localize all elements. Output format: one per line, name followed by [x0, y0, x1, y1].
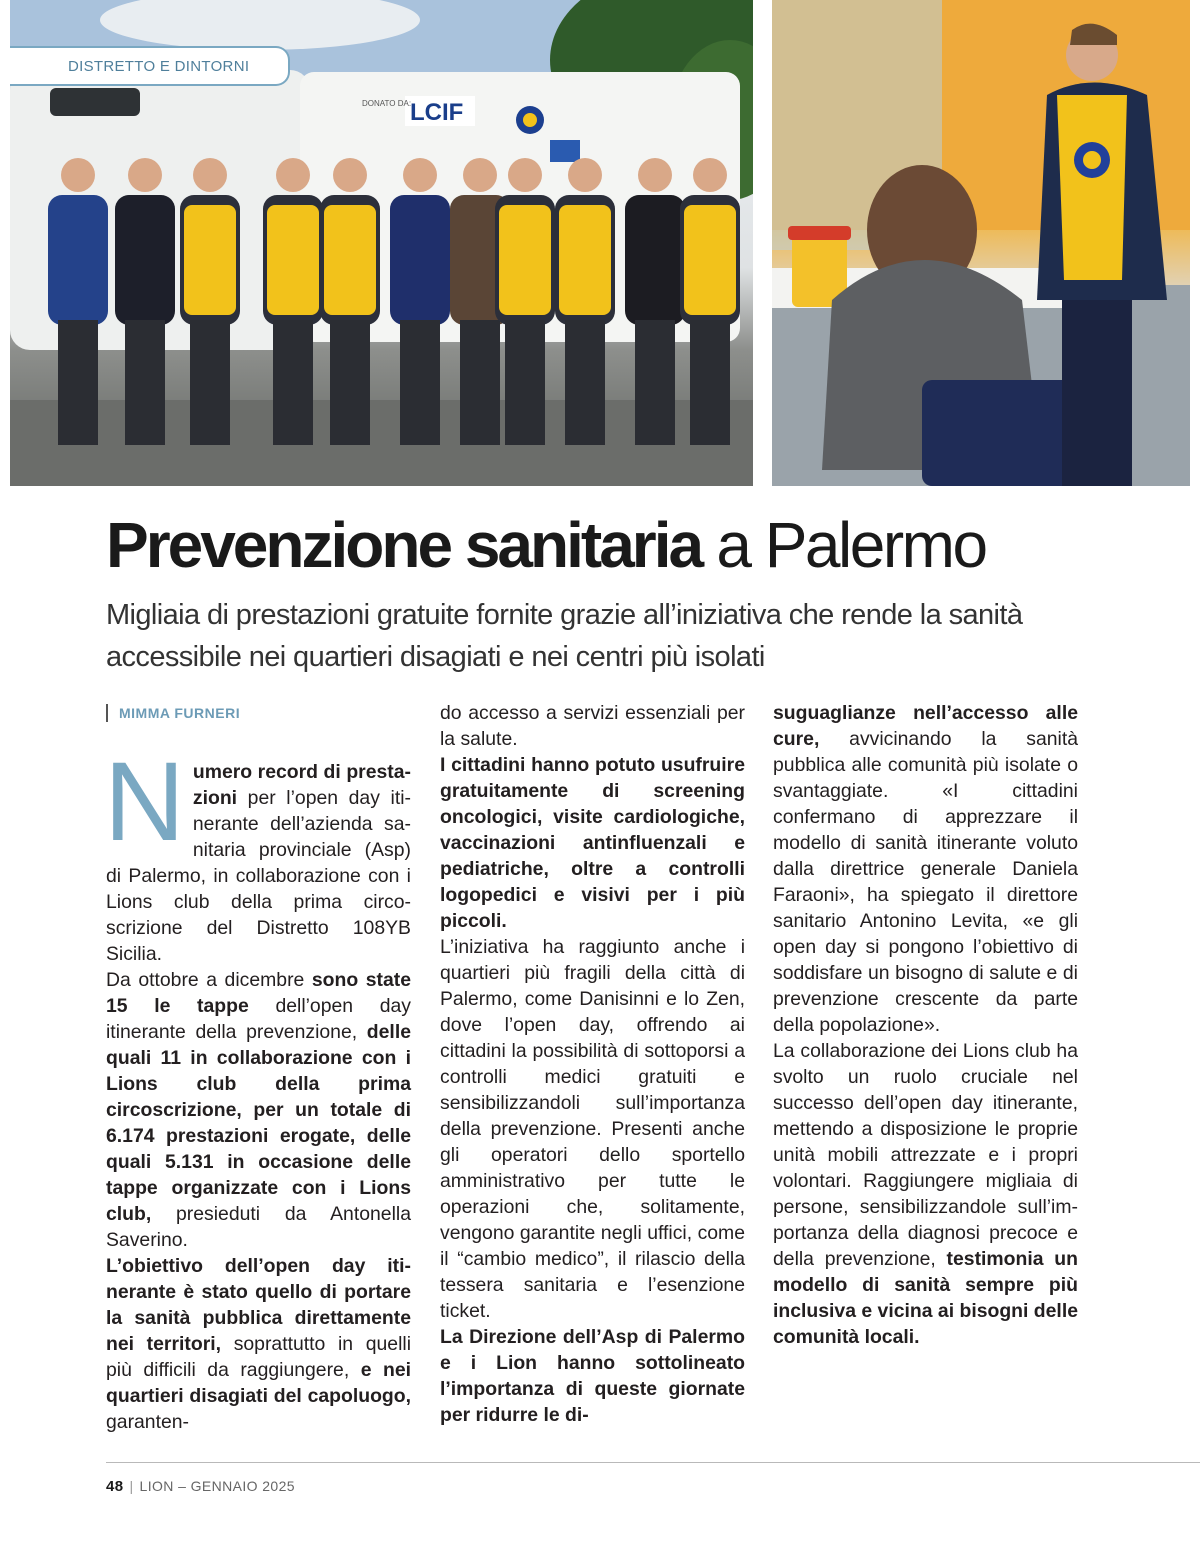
person-body [115, 195, 175, 325]
person-head [508, 158, 542, 192]
article-column-2 [440, 700, 745, 1428]
lions-vest [684, 205, 736, 315]
page-footer [106, 1478, 295, 1495]
van-logo-lcif: LCIF [410, 99, 464, 126]
paragraph [773, 700, 1078, 1038]
person-legs [58, 320, 98, 445]
magazine-issue: LION – GENNAIO 2025 [139, 1478, 295, 1494]
byline [106, 700, 411, 726]
person-head [638, 158, 672, 192]
lions-vest [267, 205, 319, 315]
byline-bar [106, 704, 108, 722]
person-head [333, 158, 367, 192]
person-body [48, 195, 108, 325]
person-legs [273, 320, 313, 445]
article-column-3 [773, 700, 1078, 1350]
text-run: dell’open day itinerante della prevenzione, [106, 995, 411, 1043]
person-body [390, 195, 450, 325]
group-photo [10, 0, 753, 486]
bold-run: testimonia un modello di sanità sempre più inclusiva e vicina ai bisogni delle comunità locali. [773, 1248, 1078, 1348]
text-run: avvicinando la sanità pubblica alle comunità più isolate o svantaggiate. «I cittadini confermano di apprezzare il modello di sanità itinerante voluto dalla direttrice generale Daniela Faraoni», ha spiegato il direttore sanitario Antonino Levita, «e gli open day si pongono l’obiettivo di soddisfare un bisogno di salute e di prevenzione crescente da parte della popolazione». [773, 728, 1078, 1036]
lions-vest [499, 205, 551, 315]
paragraph [106, 967, 411, 1253]
bold-run: suguaglianze nell’accesso alle cure, [773, 702, 1078, 750]
person-head [693, 158, 727, 192]
footer-separator: | [129, 1478, 134, 1494]
text-run: per l’open day itinerante dell’azienda sanitaria provinciale (Asp) di Palermo, in collaborazione con i Lions club della prima circoscrizione del Distretto 108YB Sicilia. [106, 787, 411, 965]
van-donated-text: DONATO DA: [362, 99, 412, 108]
headline-bold: Prevenzione sanitaria [106, 509, 702, 581]
bold-run: I cittadini hanno potuto usufruire gratuitamente di screening oncologici, visite cardiologiche, vaccinazioni antinfluenzali e pediatriche, oltre a controlli logopedici e visivi per i più piccoli. [440, 754, 745, 932]
author-name: MIMMA FURNERI [119, 705, 241, 721]
lions-vest [184, 205, 236, 315]
paragraph [106, 1253, 411, 1435]
subtitle: Migliaia di prestazioni gratuite fornite grazie all’iniziativa che rende la sanità accessibile nei quartieri disagiati e nei centri più isolati [106, 599, 1023, 673]
person-legs [460, 320, 500, 445]
paragraph [773, 1038, 1078, 1350]
article-column-1 [106, 700, 411, 1435]
screening-photo-illustration [772, 0, 1190, 486]
person-legs [690, 320, 730, 445]
bold-run: delle quali 11 in collaborazione con i Lions club della prima circoscrizione, per un totale di 6.174 prestazioni erogate, delle quali 5.131 in occasione delle tappe organizzate con i Lions club, [106, 1021, 411, 1225]
paragraph [440, 700, 745, 752]
text-run: presieduti da Antonella Saverino. [106, 1203, 411, 1251]
person-head [463, 158, 497, 192]
text-run: La collaborazione dei Lions club ha svolto un ruolo cruciale nel successo dell’open day itinerante, mettendo a disposizione le proprie unità mobili attrezzate e i propri volontari. Raggiungere migliaia di persone, sensibilizzandole sull’importanza della diagnosi precoce e della prevenzione, [773, 1040, 1078, 1270]
person-body [625, 195, 685, 325]
person-legs [330, 320, 370, 445]
person-legs [190, 320, 230, 445]
text-run: garanten- [106, 1411, 190, 1433]
headline [106, 500, 1106, 590]
person-head [276, 158, 310, 192]
bold-run: umero record di prestazioni [192, 761, 411, 809]
drop-cap: N [104, 739, 185, 864]
paragraph [104, 739, 411, 967]
bold-run: La Direzione dell’Asp di Palermo e i Lion hanno sottolineato l’importanza di queste giornate per ridurre le di- [440, 1326, 745, 1426]
bold-run: e nei quartieri disagiati del capoluogo, [106, 1359, 411, 1407]
bold-run: sono state 15 le tappe [106, 969, 411, 1017]
text-run: do accesso a servizi essenziali per la salute. [440, 702, 745, 750]
bold-run: L’obiettivo dell’open day itinerante è stato quello di portare la sanità pubblica direttamente nei territori, [106, 1255, 411, 1355]
person-head [193, 158, 227, 192]
person-legs [635, 320, 675, 445]
page-number: 48 [106, 1478, 124, 1495]
person-head [128, 158, 162, 192]
lions-vest [324, 205, 376, 315]
person-legs [505, 320, 545, 445]
person-head [403, 158, 437, 192]
person-legs [125, 320, 165, 445]
paragraph [440, 934, 745, 1324]
text-run: L’iniziativa ha raggiunto anche i quartieri più fragili della città di Palermo, come Danisinni e lo Zen, dove l’open day, offrendo ai cittadini la possibilità di sottoporsi a controlli medici gratuiti e sensibilizzandoli sull’importanza della prevenzione. Presenti anche gli operatori dello sportello amministrativo per tutte le operazioni che, solitamente, vengono garantite negli uffici, come il “cambio medico”, il rilascio della tessera sanitaria e l’esenzione ticket. [440, 936, 745, 1322]
person-head [568, 158, 602, 192]
paragraph [440, 1324, 745, 1428]
person-head [61, 158, 95, 192]
text-run: soprattutto in quelli più difficili da raggiungere, [106, 1333, 412, 1381]
person-legs [565, 320, 605, 445]
screening-photo [772, 0, 1190, 486]
footer-rule [106, 1462, 1200, 1463]
section-label: DISTRETTO E DINTORNI [68, 58, 250, 75]
headline-light: a Palermo [701, 509, 986, 581]
person-legs [400, 320, 440, 445]
lions-vest [559, 205, 611, 315]
section-tab [10, 46, 290, 86]
paragraph [440, 752, 745, 934]
text-run: Da ottobre a dicembre [106, 969, 312, 991]
